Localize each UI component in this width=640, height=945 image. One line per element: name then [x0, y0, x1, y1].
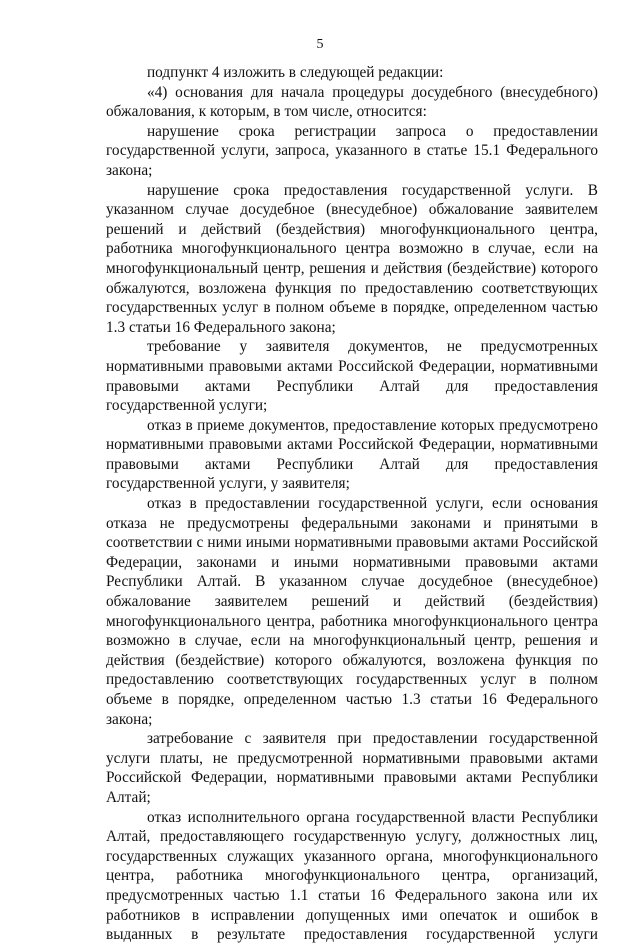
paragraph-intro: подпункт 4 изложить в следующей редакции: — [147, 64, 444, 81]
paragraph-document-refusal: отказ в приеме документов, предоставление которых предусмотрено нормативными правовыми актами Российской Федерации, нормативными правовыми актами Республики Алтай для предоставления государственной услуги, у заявителя; — [106, 416, 598, 493]
paragraph-fee-demand: затребование с заявителя при предоставлении государственной услуги платы, не предусмотренной нормативными правовыми актами Российской Федерации, нормативными правовыми актами Республики Алтай; — [106, 730, 598, 806]
paragraph-service-refusal: отказ в предоставлении государственной услуги, если основания отказа не предусмотрены федеральными законами и принятыми в соответствии с ними иными нормативными правовыми актами Российской Федерации, законами и иными нормативными правовыми актами Республики Алтай. В указанном случае досудебное (внесудебное) обжалование заявителем решений и действий (бездействия) многофункционального центра, работника многофункционального центра возможно в случае, если на многофункциональный центр, решения и действия (бездействие) которого обжалуются, возложена функция по предоставлению соответствующих государственных услуг в полном объеме в порядке, определенном частью 1.3 статьи 16 Федерального закона; — [106, 495, 598, 728]
page-number: 5 — [316, 37, 324, 52]
document-body — [106, 63, 598, 945]
paragraph-deadline-violation: нарушение срока предоставления государственной услуги. В указанном случае досудебное (внесудебное) обжалование заявителем решений и действий (бездействия) многофункционального центра, работника многофункционального центра возможно в случае, если на многофункциональный центр, решения и действия (бездействие) которого обжалуются, возложена функция по предоставлению соответствующих государственных услуг в полном объеме в порядке, определенном частью 1.3 статьи 16 Федерального закона; — [106, 181, 598, 336]
paragraph-correction-refusal: отказ исполнительного органа государственной власти Республики Алтай, предоставляющего государственную услугу, должностных лиц, государственных служащих указанного органа, многофункционального центра, работника многофункционального центра, организаций, предусмотренных частью 1.1 статьи 16 Федерального закона или их работников в исправлении допущенных ими опечаток и ошибок в выданных в результате предоставления государственной услуги — [106, 808, 598, 944]
paragraph-registration-violation: нарушение срока регистрации запроса о предоставлении государственной услуги, запроса, указанного в статье 15.1 Федерального закона; — [106, 122, 598, 179]
paragraph-item-4-heading: «4) основания для начала процедуры досудебного (внесудебного) обжалования, к которым, в том числе, относится: — [106, 83, 598, 121]
paragraph-document-requirement: требование у заявителя документов, не предусмотренных нормативными правовыми актами Российской Федерации, нормативными правовыми актами Республики Алтай для предоставления государственной услуги; — [106, 338, 598, 415]
